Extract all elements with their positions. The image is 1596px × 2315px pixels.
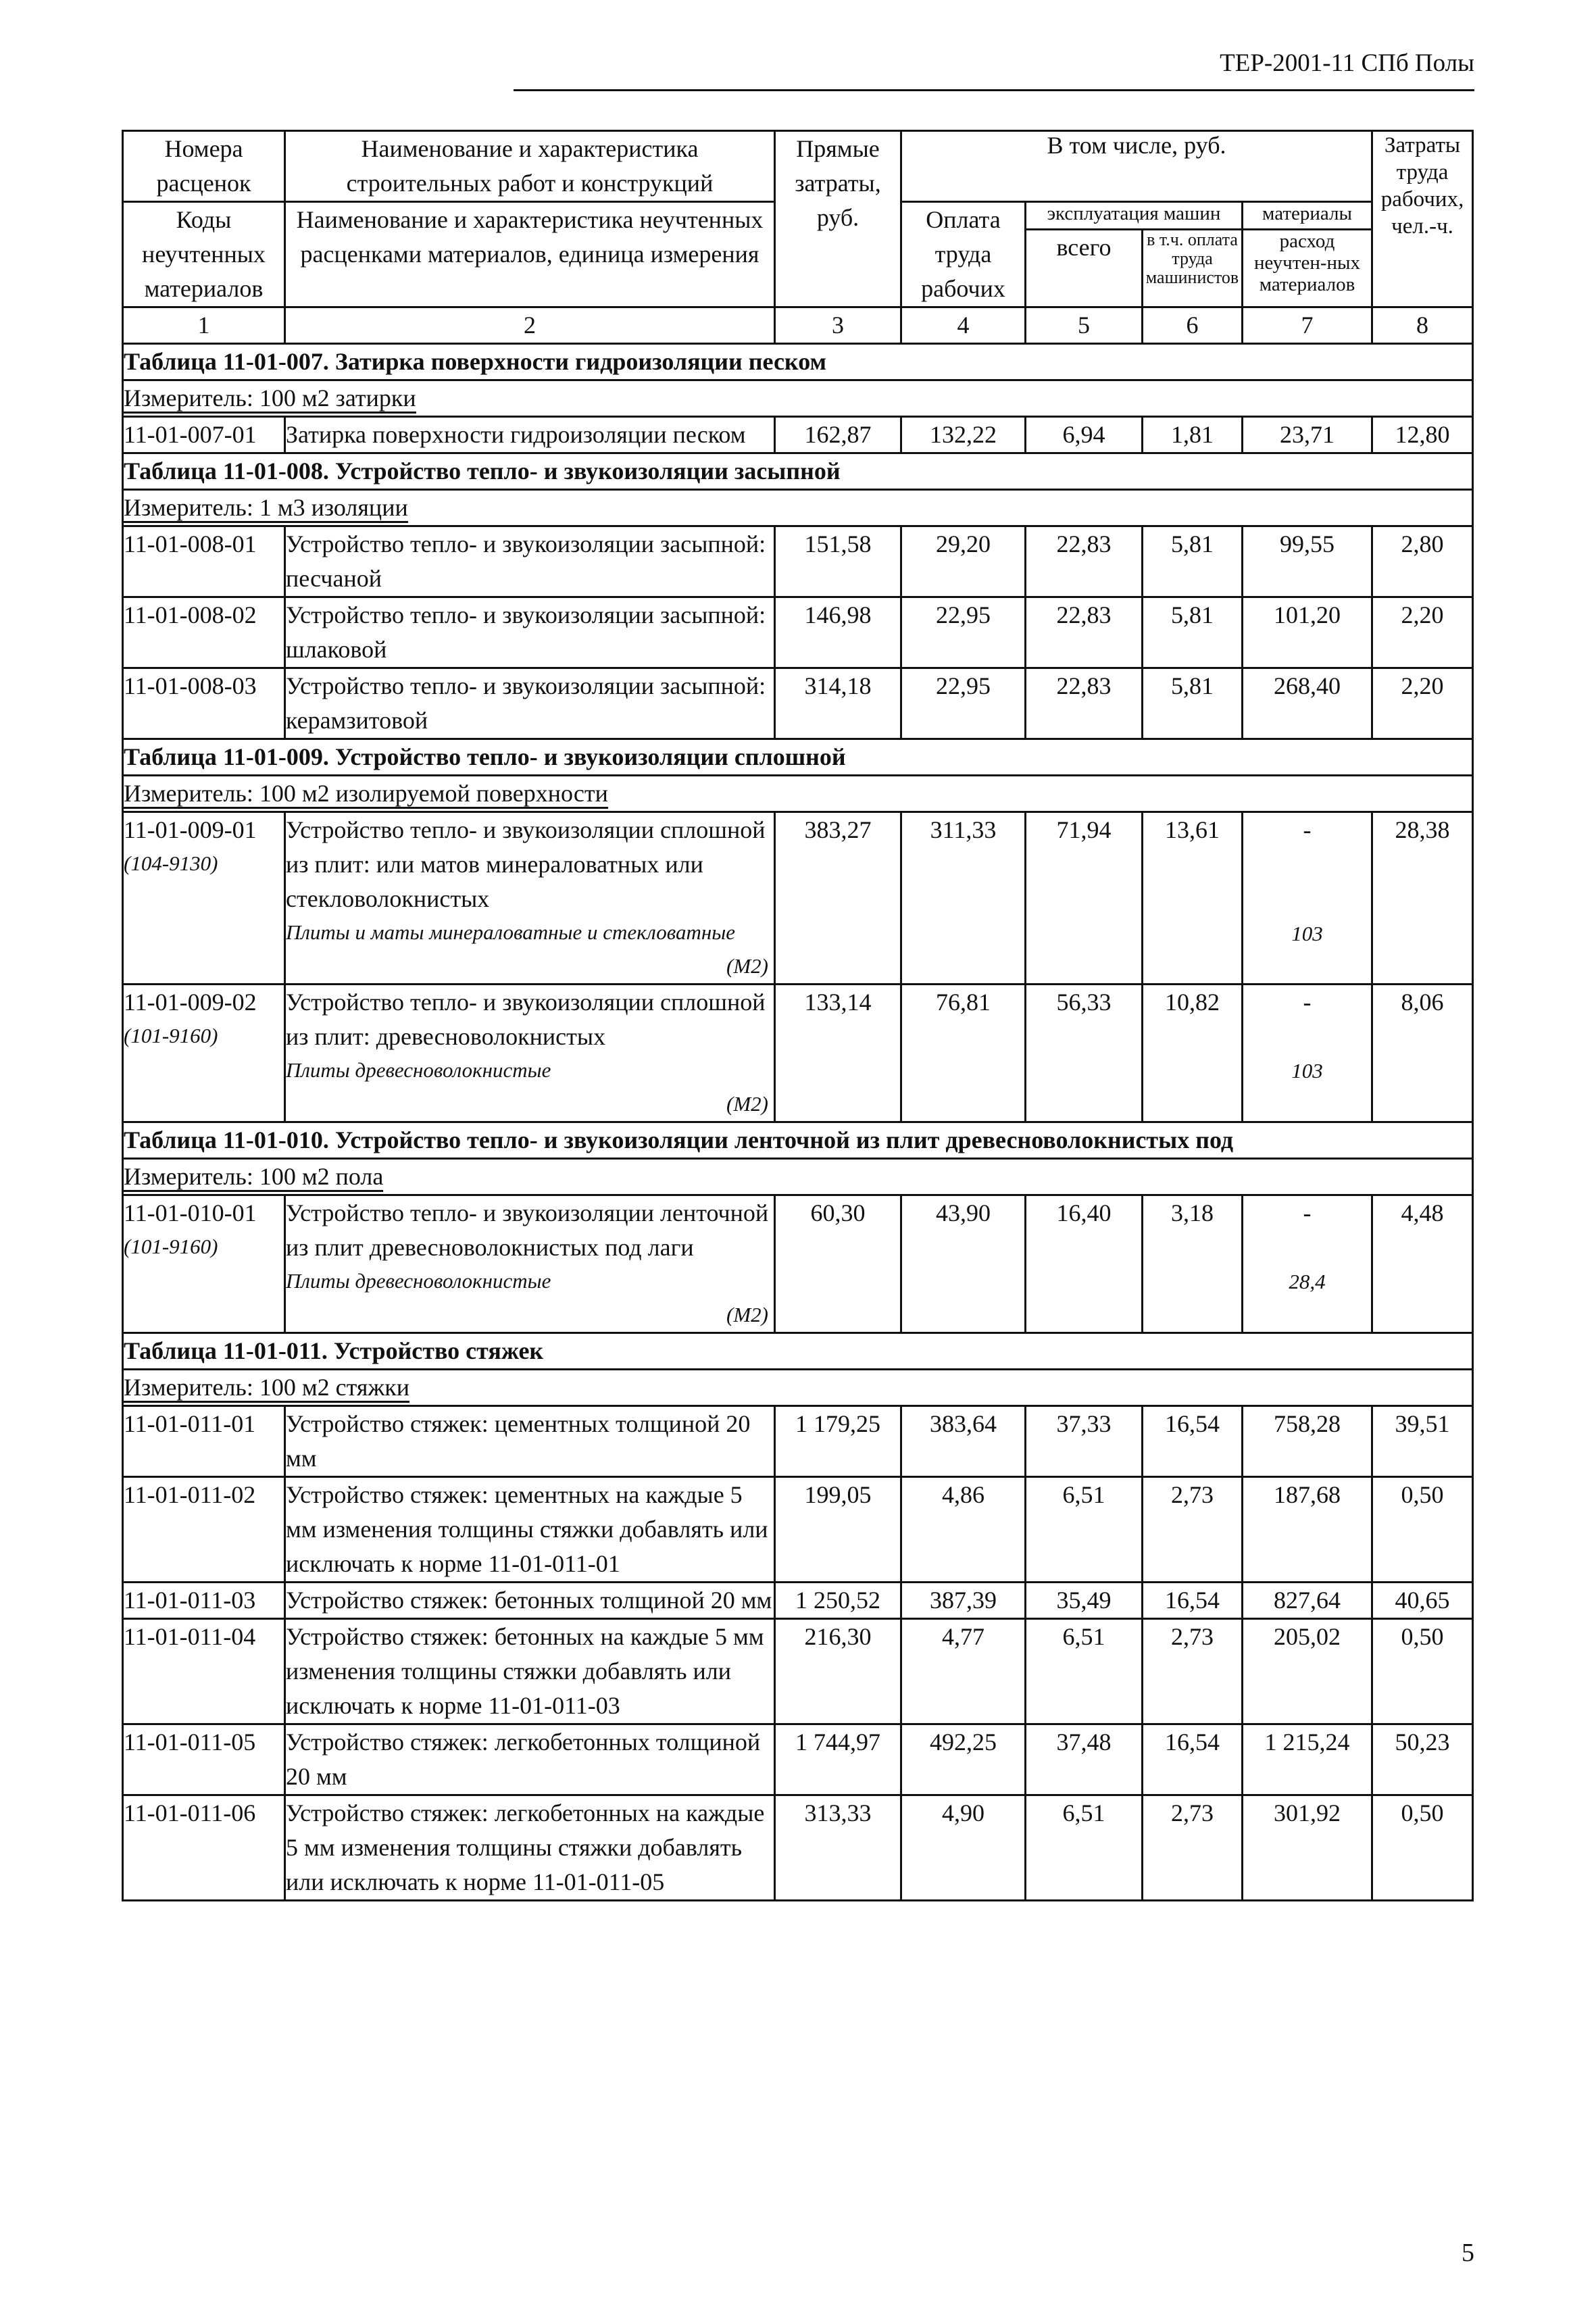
- table-row: [123, 597, 1473, 668]
- material-name: Плиты древесноволокнистые: [286, 1269, 551, 1293]
- value: 0,50: [1401, 1623, 1444, 1650]
- rate-code-cell: [123, 1406, 285, 1477]
- value: 146,98: [804, 601, 872, 628]
- rate-code-cell: [123, 417, 285, 453]
- value: 101,20: [1274, 601, 1341, 628]
- value-cell: [1143, 1406, 1243, 1477]
- rate-code: 11-01-011-04: [124, 1623, 256, 1650]
- section-title-row: [123, 1122, 1473, 1159]
- value: 2,20: [1401, 601, 1444, 628]
- value: 313,33: [804, 1799, 872, 1826]
- table-row: [123, 1795, 1473, 1901]
- value: 16,54: [1165, 1410, 1220, 1437]
- value-cell: [1243, 1795, 1372, 1901]
- machines-header: эксплуатация машин: [1026, 202, 1243, 230]
- value: 268,40: [1274, 672, 1341, 699]
- section-title: Таблица 11-01-007. Затирка поверхности гидроизоляции песком: [123, 344, 1473, 380]
- section-title: Таблица 11-01-011. Устройство стяжек: [123, 1333, 1473, 1370]
- value-cell: [1243, 668, 1372, 739]
- value: -: [1303, 816, 1312, 843]
- material-unit: (М2): [726, 1092, 768, 1116]
- section-meter-cell: [123, 1159, 1473, 1195]
- value: 3,18: [1171, 1199, 1214, 1226]
- value: 60,30: [810, 1199, 866, 1226]
- value-cell: [775, 1477, 901, 1583]
- section-meter-cell: [123, 380, 1473, 417]
- column-number: 6: [1143, 307, 1243, 344]
- value: 162,87: [804, 421, 872, 448]
- value: 187,68: [1274, 1481, 1341, 1508]
- document-header-title: ТЕР-2001-11 СПб Полы: [1220, 49, 1474, 77]
- value: 16,54: [1165, 1728, 1220, 1756]
- section-title: Таблица 11-01-008. Устройство тепло- и звукоизоляции засыпной: [123, 453, 1473, 490]
- value-cell: [1243, 985, 1372, 1122]
- rate-code: 11-01-008-03: [124, 672, 257, 699]
- value: 492,25: [930, 1728, 997, 1756]
- rate-code-cell: [123, 1724, 285, 1795]
- section-title-row: [123, 1333, 1473, 1370]
- materials-header: материалы: [1243, 202, 1372, 230]
- rate-code: 11-01-010-01: [124, 1199, 257, 1226]
- value-cell: [1026, 1406, 1143, 1477]
- value-cell: [901, 1583, 1026, 1619]
- value-cell: [1372, 1477, 1473, 1583]
- value-cell: [775, 417, 901, 453]
- value: 1 250,52: [795, 1587, 880, 1614]
- material-code: (101-9160): [124, 1235, 218, 1258]
- column-number: 8: [1372, 307, 1473, 344]
- value: 13,61: [1165, 816, 1220, 843]
- table-row: [123, 1477, 1473, 1583]
- value-cell: [775, 1795, 901, 1901]
- value: 2,73: [1171, 1481, 1214, 1508]
- value: 16,54: [1165, 1587, 1220, 1614]
- value: 1 215,24: [1264, 1728, 1350, 1756]
- value-cell: [775, 985, 901, 1122]
- rate-name: Устройство стяжек: бетонных на каждые 5 мм изменения толщины стяжки добавлять или исключать к норме 11-01-011-03: [286, 1623, 764, 1719]
- rate-code: 11-01-011-06: [124, 1799, 256, 1826]
- machines-total-header: всего: [1026, 229, 1143, 307]
- value: -: [1303, 989, 1312, 1016]
- table-row: [123, 1724, 1473, 1795]
- value-cell: [1372, 526, 1473, 597]
- value-cell: [1372, 1619, 1473, 1724]
- value-cell: [901, 812, 1026, 985]
- table-row: [123, 668, 1473, 739]
- value: 1 744,97: [795, 1728, 880, 1756]
- rate-name-cell: [285, 1619, 775, 1724]
- rates-table: [122, 130, 1474, 1901]
- section-meter: Измеритель: 100 м2 пола: [124, 1163, 383, 1192]
- rate-name: Устройство тепло- и звукоизоляции засыпной: песчаной: [286, 530, 766, 592]
- value: 50,23: [1395, 1728, 1450, 1756]
- value: 28,38: [1395, 816, 1450, 843]
- machinist-wages-header: в т.ч. оплата труда машинистов: [1143, 229, 1243, 307]
- value: 37,33: [1056, 1410, 1112, 1437]
- value-cell: [1026, 985, 1143, 1122]
- value-cell: [1026, 1724, 1143, 1795]
- rate-code-cell: [123, 1195, 285, 1333]
- value-cell: [1243, 1195, 1372, 1333]
- column-number: 7: [1243, 307, 1372, 344]
- value: 43,90: [936, 1199, 991, 1226]
- value-cell: [1143, 526, 1243, 597]
- value: 199,05: [804, 1481, 872, 1508]
- value-cell: [1372, 668, 1473, 739]
- material-name: Плиты древесноволокнистые: [286, 1058, 551, 1082]
- rate-name: Устройство тепло- и звукоизоляции сплошной из плит: или матов минераловатных или стекловолокнистых: [286, 816, 766, 912]
- rate-name: Устройство тепло- и звукоизоляции засыпной: шлаковой: [286, 601, 766, 663]
- wages-header: Оплата труда рабочих: [901, 202, 1026, 307]
- rate-code: 11-01-011-02: [124, 1481, 256, 1508]
- value-cell: [1143, 1795, 1243, 1901]
- rate-name-cell: [285, 1477, 775, 1583]
- material-code: (104-9130): [124, 851, 218, 875]
- value-cell: [1372, 1406, 1473, 1477]
- value: 2,73: [1171, 1623, 1214, 1650]
- value-cell: [901, 1619, 1026, 1724]
- value-cell: [775, 1195, 901, 1333]
- rate-code: 11-01-008-01: [124, 530, 257, 557]
- value-cell: [775, 668, 901, 739]
- rate-name: Устройство стяжек: бетонных толщиной 20 мм: [286, 1587, 772, 1614]
- value: 5,81: [1171, 672, 1214, 699]
- value-cell: [1372, 812, 1473, 985]
- rate-code: 11-01-011-05: [124, 1728, 256, 1756]
- value-cell: [1143, 417, 1243, 453]
- material-unit: (М2): [726, 1303, 768, 1326]
- value-cell: [1026, 812, 1143, 985]
- page-number: 5: [1462, 2239, 1474, 2267]
- value: 35,49: [1056, 1587, 1112, 1614]
- rate-name: Затирка поверхности гидроизоляции песком: [286, 421, 746, 448]
- rate-name-cell: [285, 526, 775, 597]
- value-cell: [1372, 1195, 1473, 1333]
- value-cell: [1243, 597, 1372, 668]
- col2-top-header: Наименование и характеристика строительных работ и конструкций: [285, 131, 775, 202]
- value-cell: [775, 597, 901, 668]
- value: 39,51: [1395, 1410, 1450, 1437]
- material-quantity: 103: [1291, 1059, 1323, 1082]
- value: 10,82: [1165, 989, 1220, 1016]
- value: 22,83: [1056, 672, 1112, 699]
- value: 216,30: [804, 1623, 872, 1650]
- table-row: [123, 1195, 1473, 1333]
- value: 383,27: [804, 816, 872, 843]
- section-meter-cell: [123, 776, 1473, 812]
- value-cell: [901, 985, 1026, 1122]
- value-cell: [1243, 1477, 1372, 1583]
- rate-name-cell: [285, 1795, 775, 1901]
- value-cell: [1026, 597, 1143, 668]
- rate-name: Устройство стяжек: легкобетонных толщиной 20 мм: [286, 1728, 761, 1790]
- value: 383,64: [930, 1410, 997, 1437]
- material-code: (101-9160): [124, 1024, 218, 1047]
- rate-code-cell: [123, 812, 285, 985]
- section-meter-row: [123, 776, 1473, 812]
- unaccounted-materials-header: расход неучтен-ных материалов: [1243, 229, 1372, 307]
- value: 0,50: [1401, 1481, 1444, 1508]
- value-cell: [901, 526, 1026, 597]
- col2-bottom-header: Наименование и характеристика неучтенных расценками материалов, единица измерения: [285, 202, 775, 307]
- table-row: [123, 812, 1473, 985]
- section-meter: Измеритель: 100 м2 стяжки: [124, 1374, 409, 1403]
- value-cell: [901, 417, 1026, 453]
- direct-costs-header: Прямые затраты, руб.: [775, 131, 901, 307]
- value: 99,55: [1280, 530, 1335, 557]
- material-name: Плиты и маты минераловатные и стекловатные: [286, 920, 735, 944]
- section-meter-row: [123, 1370, 1473, 1406]
- col1-top-header: Номера расценок: [123, 131, 285, 202]
- rate-code-cell: [123, 597, 285, 668]
- value: 6,51: [1062, 1623, 1105, 1650]
- value-cell: [1372, 417, 1473, 453]
- rate-code-cell: [123, 526, 285, 597]
- value-cell: [1143, 1477, 1243, 1583]
- value: 0,50: [1401, 1799, 1444, 1826]
- value: 22,95: [936, 672, 991, 699]
- rate-name-cell: [285, 597, 775, 668]
- section-title-row: [123, 344, 1473, 380]
- value-cell: [1143, 1195, 1243, 1333]
- column-number: 5: [1026, 307, 1143, 344]
- value-cell: [901, 1406, 1026, 1477]
- section-meter: Измеритель: 1 м3 изоляции: [124, 494, 408, 523]
- material-unit: (М2): [726, 954, 768, 978]
- rate-code: 11-01-009-02: [124, 989, 257, 1016]
- value-cell: [1143, 1619, 1243, 1724]
- value: 6,51: [1062, 1799, 1105, 1826]
- value: 2,80: [1401, 530, 1444, 557]
- table-row: [123, 1583, 1473, 1619]
- section-meter-row: [123, 1159, 1473, 1195]
- including-header: В том числе, руб.: [901, 131, 1372, 202]
- col1-bottom-header: Коды неучтенных материалов: [123, 202, 285, 307]
- value-cell: [1372, 1795, 1473, 1901]
- value: 37,48: [1056, 1728, 1112, 1756]
- value: 4,90: [942, 1799, 984, 1826]
- rate-name: Устройство тепло- и звукоизоляции сплошной из плит: древесноволокнистых: [286, 989, 766, 1050]
- rate-name: Устройство тепло- и звукоизоляции ленточной из плит древесноволокнистых под лаги: [286, 1199, 769, 1261]
- rate-name: Устройство тепло- и звукоизоляции засыпной: керамзитовой: [286, 672, 766, 734]
- value-cell: [1372, 597, 1473, 668]
- rate-code-cell: [123, 1477, 285, 1583]
- rate-name-cell: [285, 812, 775, 985]
- value-cell: [1243, 1619, 1372, 1724]
- value-cell: [1143, 597, 1243, 668]
- labor-header: Затраты труда рабочих, чел.-ч.: [1372, 131, 1473, 307]
- value-cell: [1026, 1795, 1143, 1901]
- value: 827,64: [1274, 1587, 1341, 1614]
- rate-name: Устройство стяжек: цементных на каждые 5 мм изменения толщины стяжки добавлять или исключать к норме 11-01-011-01: [286, 1481, 768, 1577]
- value: 314,18: [804, 672, 872, 699]
- value-cell: [775, 1724, 901, 1795]
- table-row: [123, 1406, 1473, 1477]
- value-cell: [775, 1406, 901, 1477]
- value-cell: [1372, 1583, 1473, 1619]
- value-cell: [1243, 1724, 1372, 1795]
- value-cell: [1143, 1583, 1243, 1619]
- column-number: 3: [775, 307, 901, 344]
- value: 1 179,25: [795, 1410, 880, 1437]
- value: 205,02: [1274, 1623, 1341, 1650]
- value: 1,81: [1171, 421, 1214, 448]
- value-cell: [1243, 1406, 1372, 1477]
- value: 5,81: [1171, 530, 1214, 557]
- rate-code-cell: [123, 985, 285, 1122]
- material-quantity: 103: [1291, 922, 1323, 945]
- section-title: Таблица 11-01-010. Устройство тепло- и звукоизоляции ленточной из плит древесноволокнистых под: [123, 1122, 1473, 1159]
- value: 151,58: [804, 530, 872, 557]
- value: 311,33: [930, 816, 997, 843]
- value: 132,22: [930, 421, 997, 448]
- section-title-row: [123, 453, 1473, 490]
- header-rule: [514, 89, 1474, 91]
- value: -: [1303, 1199, 1312, 1226]
- value: 22,95: [936, 601, 991, 628]
- value: 12,80: [1395, 421, 1450, 448]
- rate-code-cell: [123, 1619, 285, 1724]
- value-cell: [1243, 1583, 1372, 1619]
- value: 4,48: [1401, 1199, 1444, 1226]
- rate-code: 11-01-008-02: [124, 601, 257, 628]
- column-number: 2: [285, 307, 775, 344]
- value: 758,28: [1274, 1410, 1341, 1437]
- rate-name-cell: [285, 417, 775, 453]
- section-meter-cell: [123, 490, 1473, 526]
- value-cell: [1143, 985, 1243, 1122]
- value: 8,06: [1401, 989, 1444, 1016]
- value-cell: [1026, 1619, 1143, 1724]
- value-cell: [1143, 668, 1243, 739]
- value-cell: [1026, 1195, 1143, 1333]
- rate-name: Устройство стяжек: легкобетонных на каждые 5 мм изменения толщины стяжки добавлять или исключать к норме 11-01-011-05: [286, 1799, 765, 1895]
- rate-code-cell: [123, 668, 285, 739]
- value-cell: [1026, 1477, 1143, 1583]
- section-meter-row: [123, 490, 1473, 526]
- value-cell: [901, 1795, 1026, 1901]
- section-meter: Измеритель: 100 м2 затирки: [124, 384, 416, 414]
- table-row: [123, 526, 1473, 597]
- value-cell: [901, 1724, 1026, 1795]
- value: 5,81: [1171, 601, 1214, 628]
- section-title-row: [123, 739, 1473, 776]
- value: 6,51: [1062, 1481, 1105, 1508]
- value: 301,92: [1274, 1799, 1341, 1826]
- value-cell: [901, 1195, 1026, 1333]
- rate-code: 11-01-011-03: [124, 1587, 256, 1614]
- rate-name-cell: [285, 985, 775, 1122]
- table-row: [123, 417, 1473, 453]
- value-cell: [1143, 812, 1243, 985]
- table-row: [123, 985, 1473, 1122]
- value: 29,20: [936, 530, 991, 557]
- value: 2,73: [1171, 1799, 1214, 1826]
- value-cell: [1372, 985, 1473, 1122]
- value-cell: [1243, 417, 1372, 453]
- column-number: 4: [901, 307, 1026, 344]
- rate-name-cell: [285, 1195, 775, 1333]
- value: 4,77: [942, 1623, 984, 1650]
- value: 22,83: [1056, 601, 1112, 628]
- value-cell: [1026, 668, 1143, 739]
- column-number: 1: [123, 307, 285, 344]
- value: 23,71: [1280, 421, 1335, 448]
- value: 6,94: [1062, 421, 1105, 448]
- material-quantity: 28,4: [1289, 1270, 1326, 1293]
- section-meter: Измеритель: 100 м2 изолируемой поверхности: [124, 780, 608, 809]
- value-cell: [775, 526, 901, 597]
- value-cell: [1026, 417, 1143, 453]
- value-cell: [1026, 1583, 1143, 1619]
- value: 133,14: [804, 989, 872, 1016]
- rate-code: 11-01-011-01: [124, 1410, 256, 1437]
- value: 22,83: [1056, 530, 1112, 557]
- value-cell: [775, 1583, 901, 1619]
- rate-code: 11-01-009-01: [124, 816, 257, 843]
- value: 16,40: [1056, 1199, 1112, 1226]
- value-cell: [901, 668, 1026, 739]
- value-cell: [1143, 1724, 1243, 1795]
- rate-name: Устройство стяжек: цементных толщиной 20 мм: [286, 1410, 751, 1472]
- rate-name-cell: [285, 668, 775, 739]
- value-cell: [901, 597, 1026, 668]
- value-cell: [1243, 526, 1372, 597]
- section-meter-row: [123, 380, 1473, 417]
- rate-name-cell: [285, 1406, 775, 1477]
- value-cell: [901, 1477, 1026, 1583]
- rate-code-cell: [123, 1795, 285, 1901]
- value-cell: [1243, 812, 1372, 985]
- value-cell: [1372, 1724, 1473, 1795]
- value-cell: [1026, 526, 1143, 597]
- rate-name-cell: [285, 1583, 775, 1619]
- rate-name-cell: [285, 1724, 775, 1795]
- value: 71,94: [1056, 816, 1112, 843]
- section-meter-cell: [123, 1370, 1473, 1406]
- value-cell: [775, 1619, 901, 1724]
- value: 56,33: [1056, 989, 1112, 1016]
- value: 40,65: [1395, 1587, 1450, 1614]
- value: 76,81: [936, 989, 991, 1016]
- value: 387,39: [930, 1587, 997, 1614]
- table-row: [123, 1619, 1473, 1724]
- value-cell: [775, 812, 901, 985]
- rate-code-cell: [123, 1583, 285, 1619]
- rate-code: 11-01-007-01: [124, 421, 257, 448]
- value: 4,86: [942, 1481, 984, 1508]
- section-title: Таблица 11-01-009. Устройство тепло- и звукоизоляции сплошной: [123, 739, 1473, 776]
- value: 2,20: [1401, 672, 1444, 699]
